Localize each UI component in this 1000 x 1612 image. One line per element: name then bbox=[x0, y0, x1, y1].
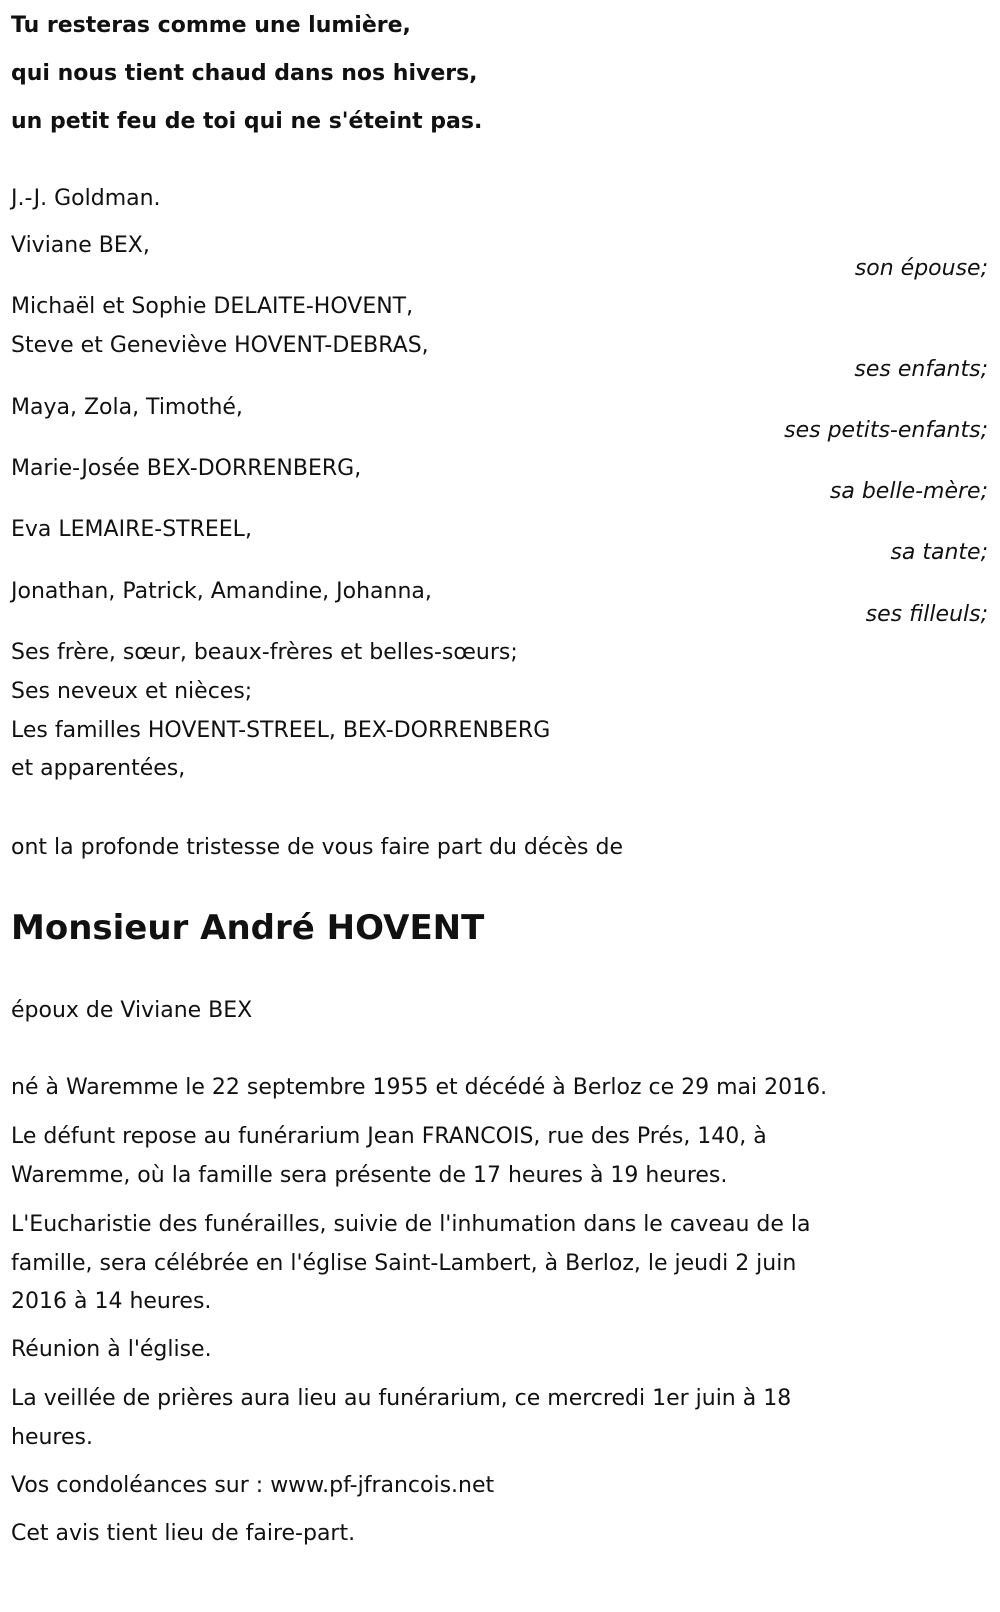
condolences-link[interactable]: Vos condoléances sur : www.pf-jfrancois.net bbox=[11, 1473, 495, 1498]
detail-line: L'Eucharistie des funérailles, suivie de l'inhumation dans le caveau de la bbox=[11, 1212, 811, 1237]
others-line: Les familles HOVENT-STREEL, BEX-DORRENBERG bbox=[11, 718, 551, 743]
detail-line: 2016 à 14 heures. bbox=[11, 1289, 212, 1314]
detail-line: famille, sera célébrée en l'église Saint-Lambert, à Berloz, le jeudi 2 juin bbox=[11, 1251, 797, 1276]
family-name: Viviane BEX, bbox=[11, 233, 150, 258]
poem-line: qui nous tient chaud dans nos hivers, bbox=[11, 61, 478, 86]
family-name: Jonathan, Patrick, Amandine, Johanna, bbox=[11, 579, 432, 604]
detail-line: Réunion à l'église. bbox=[11, 1337, 212, 1362]
family-name: Steve et Geneviève HOVENT-DEBRAS, bbox=[11, 333, 429, 358]
poem-line: Tu resteras comme une lumière, bbox=[11, 13, 411, 38]
detail-line: né à Waremme le 22 septembre 1955 et décédé à Berloz ce 29 mai 2016. bbox=[11, 1075, 828, 1100]
detail-line: Cet avis tient lieu de faire-part. bbox=[11, 1521, 356, 1546]
family-name: Eva LEMAIRE-STREEL, bbox=[11, 517, 252, 542]
family-relation: ses enfants; bbox=[854, 357, 988, 382]
family-name: Marie-Josée BEX-DORRENBERG, bbox=[11, 456, 362, 481]
others-line: Ses neveux et nièces; bbox=[11, 679, 253, 704]
poem-author: J.-J. Goldman. bbox=[11, 186, 161, 211]
family-relation: sa tante; bbox=[890, 540, 988, 565]
detail-line: La veillée de prières aura lieu au funérarium, ce mercredi 1er juin à 18 bbox=[11, 1386, 792, 1411]
family-name: Michaël et Sophie DELAITE-HOVENT, bbox=[11, 294, 414, 319]
spouse-line: époux de Viviane BEX bbox=[11, 998, 253, 1023]
deceased-name: Monsieur André HOVENT bbox=[11, 908, 485, 948]
detail-line: Le défunt repose au funérarium Jean FRANCOIS, rue des Prés, 140, à bbox=[11, 1124, 767, 1149]
family-relation: ses petits-enfants; bbox=[784, 418, 988, 443]
family-relation: sa belle-mère; bbox=[829, 479, 988, 504]
announcement: ont la profonde tristesse de vous faire part du décès de bbox=[11, 835, 623, 860]
others-line: Ses frère, sœur, beaux-frères et belles-sœurs; bbox=[11, 640, 518, 665]
family-relation: ses filleuls; bbox=[865, 602, 988, 627]
others-line: et apparentées, bbox=[11, 756, 186, 781]
family-name: Maya, Zola, Timothé, bbox=[11, 395, 243, 420]
detail-line: Waremme, où la famille sera présente de 17 heures à 19 heures. bbox=[11, 1163, 728, 1188]
poem-line: un petit feu de toi qui ne s'éteint pas. bbox=[11, 109, 483, 134]
detail-line: heures. bbox=[11, 1425, 93, 1450]
family-relation: son épouse; bbox=[854, 256, 988, 281]
